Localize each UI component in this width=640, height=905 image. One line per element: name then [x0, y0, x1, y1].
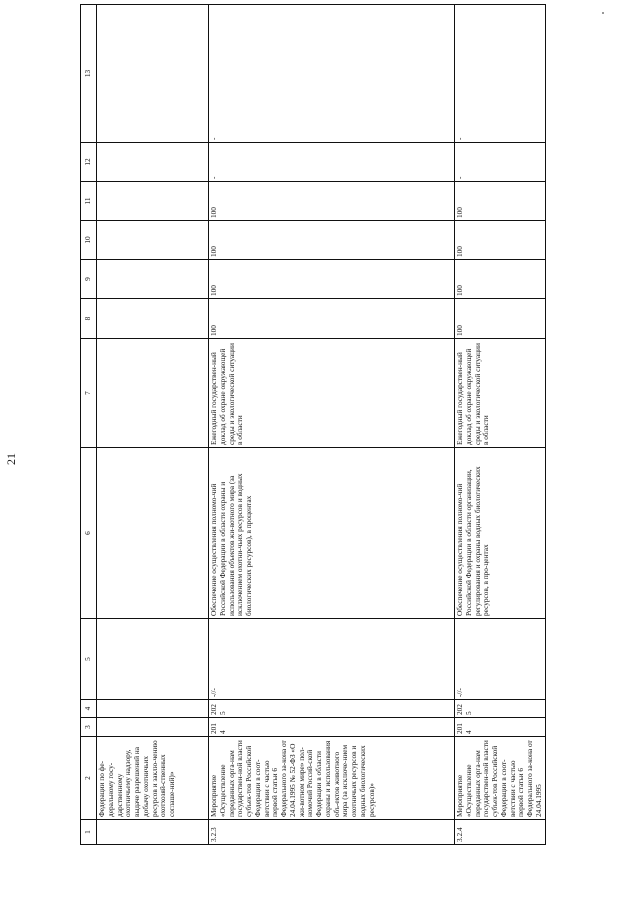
- rotated-table-wrapper: [80, 5, 543, 845]
- row-value: 100: [209, 260, 455, 299]
- row-id: 3.2.3: [209, 820, 455, 845]
- row-value: 100: [209, 221, 455, 260]
- row-id: 3.2.4: [455, 820, 546, 845]
- col-number: 12: [81, 143, 97, 182]
- row-start: [97, 718, 209, 737]
- row-value: 100: [455, 260, 546, 299]
- row-executor: -//-: [455, 619, 546, 700]
- row-value: -: [209, 5, 455, 143]
- row-end: 2025: [209, 700, 455, 718]
- row-start: 2014: [209, 718, 455, 737]
- row-value: 100: [455, 299, 546, 339]
- row-value: 100: [209, 299, 455, 339]
- row-value: 100: [209, 182, 455, 221]
- table-row: [209, 5, 455, 845]
- col-number: 9: [81, 260, 97, 299]
- row-result: Обеспечение осуществления полномо-чий Российской Федерации в области организации, регулирования и охраны водных биологических ресурсов, в про-центах: [455, 448, 546, 619]
- col-number: 3: [81, 718, 97, 737]
- row-value: -: [455, 5, 546, 143]
- row-start: 2014: [455, 718, 546, 737]
- col-number: 11: [81, 182, 97, 221]
- row-indicator: [97, 339, 209, 448]
- col-number: 13: [81, 5, 97, 143]
- row-value: 100: [455, 221, 546, 260]
- row-result: [97, 448, 209, 619]
- col-number: 1: [81, 820, 97, 845]
- row-value: [97, 182, 209, 221]
- table-row: [97, 5, 209, 845]
- row-id: [97, 820, 209, 845]
- row-result: Обеспечение осуществления полномо-чий Российской Федерации в области охраны и использования объектов жи-вотного мира (за исключением охотни-чьих ресурсов и водных биологических ресурсов), в процентах: [209, 448, 455, 619]
- row-value: [97, 260, 209, 299]
- row-end: [97, 700, 209, 718]
- table-row: [455, 5, 546, 845]
- row-executor: -//-: [209, 619, 455, 700]
- row-value: -: [209, 143, 455, 182]
- measures-table: [80, 4, 546, 845]
- row-name: Мероприятие «Осуществление переданных орга-нам государствен-ной власти субъек-тов Российской Федерации в соот-ветствии с частью первой статьи 6 Федерального за-кона от 24.04.1995 № 52-ФЗ «О жи-вотном мире» пол-номочий Россий-ской Федерации в области охраны и использования объ-ектов животного мира (за исключе-нием охотничьих ресурсов и водных биологических ресурсов)»: [209, 737, 455, 820]
- row-indicator: Ежегодный государствен-ный доклад об охране окружающей среды и экологической ситуации в области: [209, 339, 455, 448]
- page-number: 21: [4, 453, 18, 465]
- row-value: 100: [455, 182, 546, 221]
- row-end: 2025: [455, 700, 546, 718]
- row-indicator: Ежегодный государствен-ный доклад об охране окружающей среды и экологической ситуации в области: [455, 339, 546, 448]
- col-number: 10: [81, 221, 97, 260]
- col-number: 2: [81, 737, 97, 820]
- col-number: 6: [81, 448, 97, 619]
- row-value: [97, 5, 209, 143]
- row-name: Мероприятие «Осуществление переданных орга-нам государствен-ной власти субъек-тов Российской Федерации в соот-ветствии с частью первой статьи 6 Федерального за-кона от 24.04.1995: [455, 737, 546, 820]
- row-value: [97, 299, 209, 339]
- row-executor: [97, 619, 209, 700]
- column-number-row: [81, 5, 97, 845]
- scan-speck: [602, 12, 604, 14]
- row-name: Федерации по фе-деральному госу-дарственному охотничьему надзору, выдаче разрешений на добычу охотничьих ресурсов и заклю-чению охотхозяй-ственных соглаше-ний)»: [97, 737, 209, 820]
- col-number: 8: [81, 299, 97, 339]
- col-number: 5: [81, 619, 97, 700]
- row-value: [97, 143, 209, 182]
- row-value: [97, 221, 209, 260]
- col-number: 4: [81, 700, 97, 718]
- row-value: -: [455, 143, 546, 182]
- col-number: 7: [81, 339, 97, 448]
